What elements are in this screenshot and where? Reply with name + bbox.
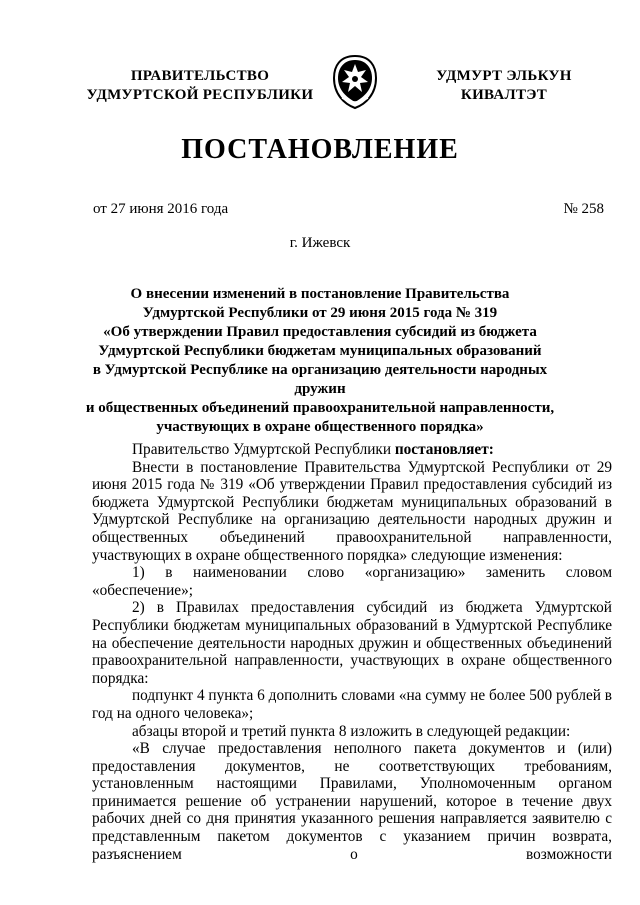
body-paragraph: Внести в постановление Правительства Удмуртской Республики от 29 июня 2015 года № 319 «Об утверждении Правил предоставления субсидий из бюджета Удмуртской Республики бюджетам муниципальных образований в Удмуртской Республике на организацию деятельности народных дружин и общественных объединений правоохранительной направленности, участвующих в охране общественного порядка» следующие изменения: <box>92 458 612 564</box>
body-paragraph: абзацы второй и третий пункта 8 изложить в следующей редакции: <box>132 722 571 740</box>
subject-line: Удмуртской Республики бюджетам муниципальных образований <box>98 343 542 359</box>
body-paragraph: «В случае предоставления неполного пакета документов и (или) предоставления документов, не соответствующих требованиям, установленным настоящими Правилами, Уполномоченным органом принимается решение об устранении нарушений, которое в течение двух рабочих дней со дня принятия указанного решения направляется заявителю с представленным пакетом документов с указанием причин возврата, разъяснением о возможности <box>92 740 612 863</box>
document-subject <box>80 285 560 437</box>
issuer-name-russian <box>70 67 330 105</box>
issuer-name-udmurt <box>384 67 624 105</box>
body-paragraph: подпункт 4 пункта 6 дополнить словами «на сумму не более 500 рублей в год на одного человека»; <box>92 687 612 722</box>
body-paragraph: 1) в наименовании слово «организацию» заменить словом «обеспечение»; <box>92 564 612 599</box>
document-title: ПОСТАНОВЛЕНИЕ <box>181 134 459 165</box>
issuer-udmurt-line-2: КИВАЛТЭТ <box>460 87 548 103</box>
document-date: от 27 июня 2016 года <box>93 201 229 217</box>
preamble-text: Правительство Удмуртской Республики <box>132 441 395 458</box>
body-paragraph: 2) в Правилах предоставления субсидий из бюджета Удмуртской Республики бюджетам муниципальных образований в Удмуртской Республике на обеспечение деятельности народных дружин и общественных объединений правоохранительной направленности, участвующих в охране общественного порядка: <box>92 599 612 687</box>
preamble-paragraph <box>92 441 612 459</box>
subject-line: в Удмуртской Республике на организацию деятельности народных дружин <box>92 362 548 397</box>
issuer-line-2: УДМУРТСКОЙ РЕСПУБЛИКИ <box>86 87 314 103</box>
issuer-line-1: ПРАВИТЕЛЬСТВО <box>130 68 270 84</box>
subject-line: и общественных объединений правоохранительной направленности, <box>85 400 555 416</box>
subject-line: «Об утверждении Правил предоставления субсидий из бюджета <box>103 324 537 340</box>
document-number: № 258 <box>563 201 604 217</box>
document-body <box>92 441 612 863</box>
subject-line: Удмуртской Республики от 29 июня 2015 года № 319 <box>142 305 498 321</box>
subject-line: участвующих в охране общественного порядка» <box>156 419 484 435</box>
emblem-icon <box>330 54 380 110</box>
preamble-decree-word: постановляет: <box>394 441 494 458</box>
document-city: г. Ижевск <box>289 235 351 251</box>
issuer-udmurt-line-1: УДМУРТ ЭЛЬКУН <box>436 68 572 84</box>
coat-of-arms-emblem <box>330 54 380 110</box>
subject-line: О внесении изменений в постановление Правительства <box>130 286 510 302</box>
